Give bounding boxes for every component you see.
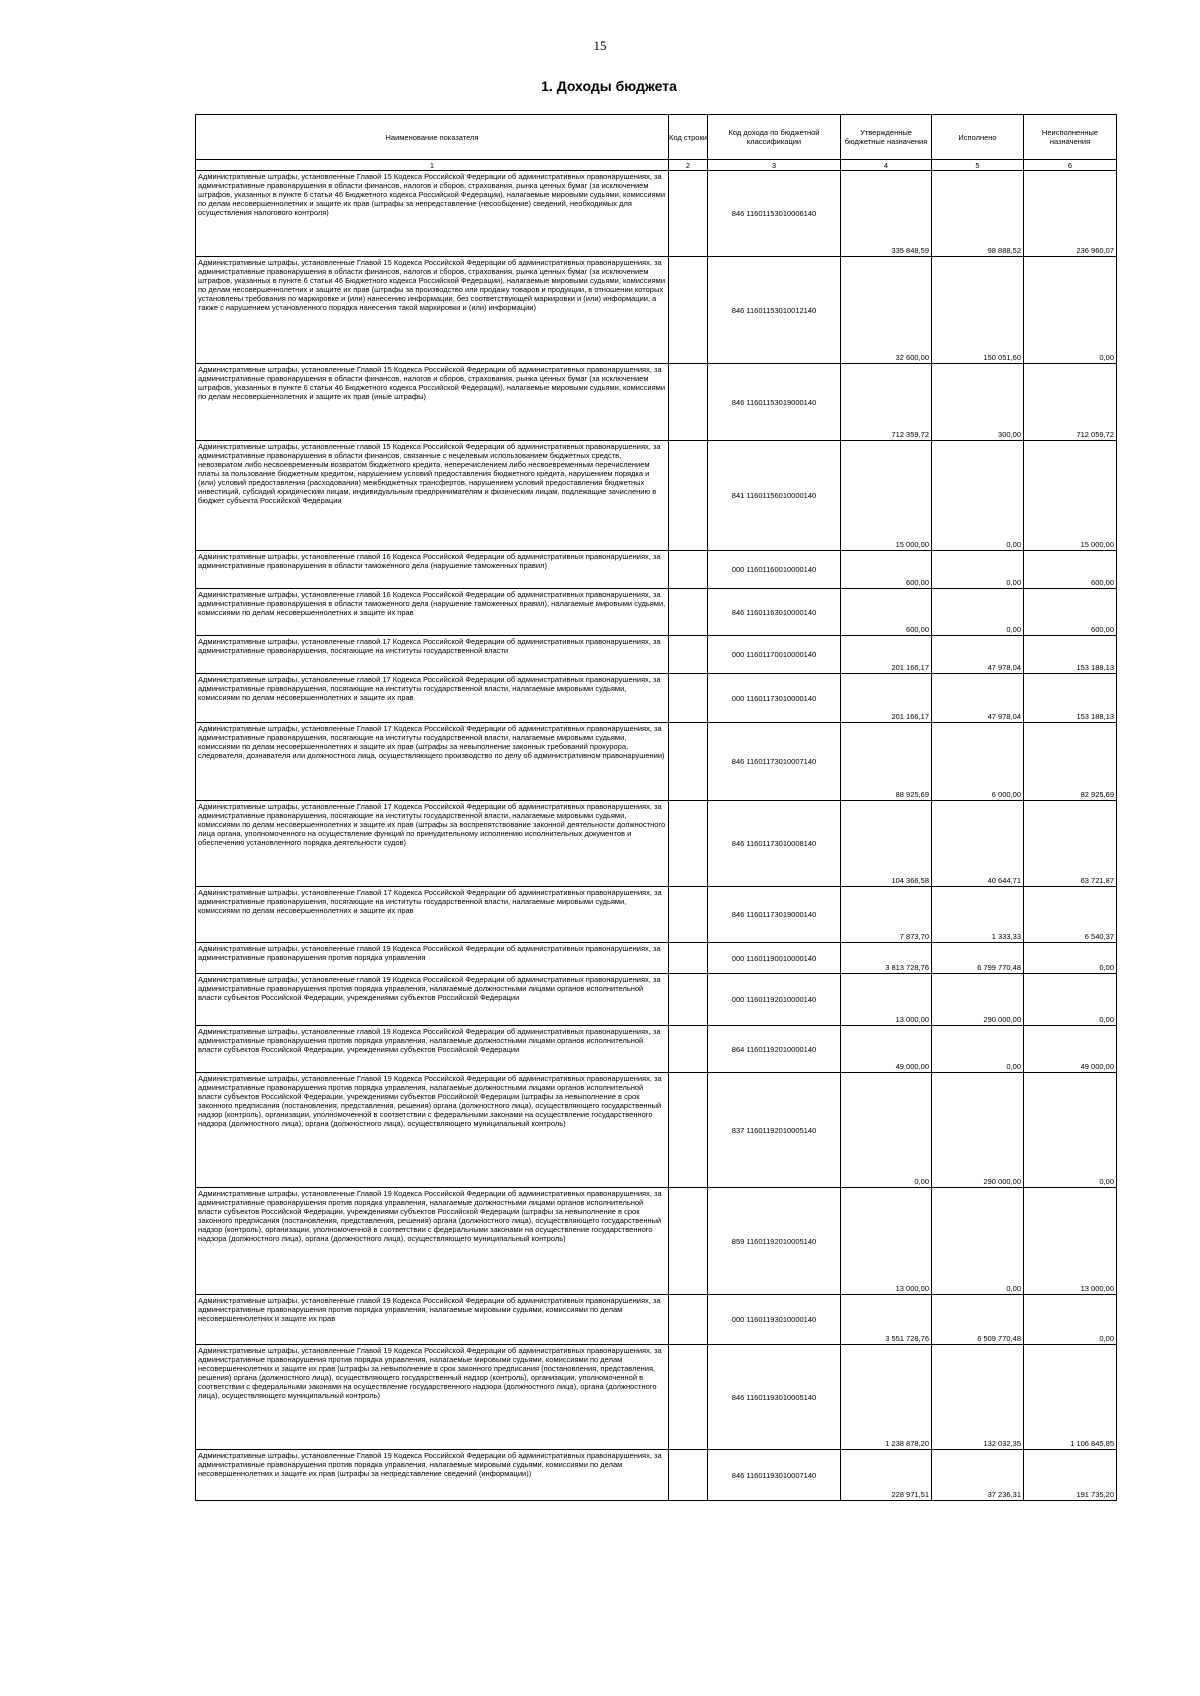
row-line-code — [669, 1073, 708, 1188]
table-row — [196, 1073, 1117, 1188]
row-line-code — [669, 723, 708, 801]
row-unexecuted: 13 000,00 — [1024, 1188, 1117, 1295]
header-executed: Исполнено — [932, 115, 1024, 160]
row-executed: 290 000,00 — [932, 974, 1024, 1026]
row-unexecuted: 153 188,13 — [1024, 636, 1117, 674]
header-line-code: Код строки — [669, 115, 708, 160]
table-row — [196, 257, 1117, 364]
row-executed: 0,00 — [932, 1188, 1024, 1295]
row-class-code: 000 11601173010000140 — [708, 674, 841, 723]
table-row — [196, 1450, 1117, 1501]
row-approved: 3 551 728,76 — [841, 1295, 932, 1345]
row-class-code: 846 11601193010007140 — [708, 1450, 841, 1501]
table-row — [196, 551, 1117, 589]
row-approved: 201 166,17 — [841, 636, 932, 674]
row-executed: 0,00 — [932, 551, 1024, 589]
row-name: Административные штрафы, установленные главой 16 Кодекса Российской Федерации об административных правонарушениях, за административные правонарушения в области таможенного дела (нарушение таможенных правил), налагаемые мировыми судьями, комиссиями по делам несовершеннолетних и защите их прав — [196, 589, 669, 636]
row-line-code — [669, 1295, 708, 1345]
row-class-code: 846 11601153019000140 — [708, 364, 841, 441]
table-row — [196, 1026, 1117, 1073]
row-executed: 150 051,60 — [932, 257, 1024, 364]
row-executed: 290 000,00 — [932, 1073, 1024, 1188]
row-name: Административные штрафы, установленные главой 19 Кодекса Российской Федерации об административных правонарушениях, за административные правонарушения против порядка управления, налагаемые должностными лицами органов исполнительной власти субъектов Российской Федерации, учреждениями субъектов Российской Федерации — [196, 1026, 669, 1073]
row-line-code — [669, 551, 708, 589]
row-unexecuted: 15 000,00 — [1024, 441, 1117, 551]
row-unexecuted: 712 059,72 — [1024, 364, 1117, 441]
row-name: Административные штрафы, установленные Главой 15 Кодекса Российской Федерации об административных правонарушениях, за административные правонарушения в области финансов, налогов и сборов, страхования, рынка ценных бумаг (за исключением штрафов, указанных в пункте 6 статьи 46 Бюджетного кодекса Российской Федерации), налагаемые мировыми судьями, комиссиями по делам несовершеннолетних и защите их прав (иные штрафы) — [196, 364, 669, 441]
row-unexecuted: 49 000,00 — [1024, 1026, 1117, 1073]
header-name: Наименование показателя — [196, 115, 669, 160]
row-unexecuted: 0,00 — [1024, 943, 1117, 974]
row-name: Административные штрафы, установленные Главой 15 Кодекса Российской Федерации об административных правонарушениях, за административные правонарушения в области финансов, налогов и сборов, страхования, рынка ценных бумаг (за исключением штрафов, указанных в пункте 6 статьи 46 Бюджетного кодекса Российской Федерации), налагаемые мировыми судьями, комиссиями по делам несовершеннолетних и защите их прав (штрафы за производство или продажу товаров и продукции, в отношении которых установлены требования по маркировке и (или) нанесению информации, без соответствующей маркировки и (или) информации, а также с нарушением установленного порядка нанесения такой маркировки и (или) информации) — [196, 257, 669, 364]
row-class-code: 000 11601190010000140 — [708, 943, 841, 974]
table-row — [196, 943, 1117, 974]
row-approved: 0,00 — [841, 1073, 932, 1188]
row-executed: 40 644,71 — [932, 801, 1024, 887]
column-number: 1 — [196, 160, 669, 171]
row-name: Административные штрафы, установленные Главой 15 Кодекса Российской Федерации об административных правонарушениях, за административные правонарушения в области финансов, налогов и сборов, страхования, рынка ценных бумаг (за исключением штрафов, указанных в пункте 6 статьи 46 Бюджетного кодекса Российской Федерации), налагаемые мировыми судьями, комиссиями по делам несовершеннолетних и защите их прав (штрафы за непредставление (несообщение) сведений, необходимых для осуществления налогового контроля) — [196, 171, 669, 257]
row-class-code: 000 11601160010000140 — [708, 551, 841, 589]
row-approved: 13 000,00 — [841, 1188, 932, 1295]
row-unexecuted: 191 735,20 — [1024, 1450, 1117, 1501]
row-approved: 600,00 — [841, 551, 932, 589]
row-name: Административные штрафы, установленные Главой 19 Кодекса Российской Федерации об административных правонарушениях, за административные правонарушения против порядка управления, налагаемые мировыми судьями, комиссиями по делам несовершеннолетних и защите их прав (штрафы за невыполнение в срок законного предписания (постановления, представления, решения) органа (должностного лица), осуществляющего государственный надзор (контроль), организации, уполномоченной в соответствии с федеральными законами на осуществление государственного надзора (должностного лица), органа (должностного лица), осуществляющего муниципальный контроль) — [196, 1345, 669, 1450]
row-class-code: 846 11601163010000140 — [708, 589, 841, 636]
row-approved: 15 000,00 — [841, 441, 932, 551]
table-row — [196, 636, 1117, 674]
row-unexecuted: 0,00 — [1024, 974, 1117, 1026]
row-executed: 6 799 770,48 — [932, 943, 1024, 974]
row-name: Административные штрафы, установленные главой 16 Кодекса Российской Федерации об административных правонарушениях, за административные правонарушения в области таможенного дела (нарушение таможенных правил) — [196, 551, 669, 589]
table-row — [196, 1295, 1117, 1345]
row-line-code — [669, 1026, 708, 1073]
table-row — [196, 171, 1117, 257]
row-name: Административные штрафы, установленные главой 17 Кодекса Российской Федерации об административных правонарушениях, за административные правонарушения, посягающие на институты государственной власти — [196, 636, 669, 674]
row-name: Административные штрафы, установленные главой 19 Кодекса Российской Федерации об административных правонарушениях, за административные правонарушения против порядка управления — [196, 943, 669, 974]
row-line-code — [669, 887, 708, 943]
row-approved: 13 000,00 — [841, 974, 932, 1026]
row-line-code — [669, 364, 708, 441]
row-name: Административные штрафы, установленные Главой 19 Кодекса Российской Федерации об административных правонарушениях, за административные правонарушения против порядка управления, налагаемые должностными лицами органов исполнительной власти субъектов Российской Федерации, учреждениями субъектов Российской Федерации (штрафы за невыполнение в срок законного предписания (постановления, представления, решения) органа (должностного лица), осуществляющего государственный надзор (контроль), организации, уполномоченной в соответствии с федеральными законами на осуществление государственного надзора (должностного лица), органа (должностного лица), осуществляющего муниципальный контроль) — [196, 1188, 669, 1295]
column-number: 6 — [1024, 160, 1117, 171]
row-line-code — [669, 589, 708, 636]
table-row — [196, 1188, 1117, 1295]
table-row — [196, 364, 1117, 441]
table-row — [196, 1345, 1117, 1450]
row-unexecuted: 0,00 — [1024, 257, 1117, 364]
row-unexecuted: 63 721,87 — [1024, 801, 1117, 887]
row-class-code: 000 11601193010000140 — [708, 1295, 841, 1345]
table-row — [196, 887, 1117, 943]
row-name: Административные штрафы, установленные Главой 19 Кодекса Российской Федерации об административных правонарушениях, за административные правонарушения против порядка управления, налагаемые должностными лицами органов исполнительной власти субъектов Российской Федерации, учреждениями субъектов Российской Федерации (штрафы за невыполнение в срок законного предписания (постановления, представления, решения) органа (должностного лица), осуществляющего государственный надзор (контроль), организации, уполномоченной в соответствии с федеральными законами на осуществление государственного надзора (должностного лица), органа (должностного лица), осуществляющего муниципальный контроль) — [196, 1073, 669, 1188]
row-unexecuted: 600,00 — [1024, 589, 1117, 636]
column-number: 3 — [708, 160, 841, 171]
row-approved: 104 366,58 — [841, 801, 932, 887]
row-class-code: 846 11601173010007140 — [708, 723, 841, 801]
row-line-code — [669, 674, 708, 723]
row-executed: 300,00 — [932, 364, 1024, 441]
row-unexecuted: 153 188,13 — [1024, 674, 1117, 723]
row-line-code — [669, 1188, 708, 1295]
row-approved: 335 848,59 — [841, 171, 932, 257]
row-executed: 47 978,04 — [932, 674, 1024, 723]
row-line-code — [669, 441, 708, 551]
row-class-code: 846 11601153010012140 — [708, 257, 841, 364]
row-approved: 600,00 — [841, 589, 932, 636]
table-row — [196, 974, 1117, 1026]
row-line-code — [669, 943, 708, 974]
row-class-code: 864 11601192010000140 — [708, 1026, 841, 1073]
row-unexecuted: 1 106 845,85 — [1024, 1345, 1117, 1450]
row-unexecuted: 0,00 — [1024, 1073, 1117, 1188]
row-class-code: 000 11601192010000140 — [708, 974, 841, 1026]
row-line-code — [669, 974, 708, 1026]
header-unexecuted: Неисполненные назначения — [1024, 115, 1117, 160]
row-class-code: 846 11601173010008140 — [708, 801, 841, 887]
table-row — [196, 801, 1117, 887]
row-approved: 3 813 728,76 — [841, 943, 932, 974]
row-line-code — [669, 801, 708, 887]
row-executed: 98 888,52 — [932, 171, 1024, 257]
row-name: Административные штрафы, установленные главой 17 Кодекса Российской Федерации об административных правонарушениях, за административные правонарушения, посягающие на институты государственной власти, налагаемые мировыми судьями, комиссиями по делам несовершеннолетних и защите их прав — [196, 674, 669, 723]
row-unexecuted: 0,00 — [1024, 1295, 1117, 1345]
income-table — [195, 114, 1117, 1501]
row-line-code — [669, 171, 708, 257]
row-class-code: 000 11601170010000140 — [708, 636, 841, 674]
row-name: Административные штрафы, установленные Главой 19 Кодекса Российской Федерации об административных правонарушениях, за административные правонарушения против порядка управления, налагаемые мировыми судьями, комиссиями по делам несовершеннолетних и защите их прав (штрафы за непредставление сведений (информации)) — [196, 1450, 669, 1501]
row-executed: 0,00 — [932, 441, 1024, 551]
row-class-code: 846 11601153010006140 — [708, 171, 841, 257]
row-approved: 228 971,51 — [841, 1450, 932, 1501]
row-name: Административные штрафы, установленные главой 19 Кодекса Российской Федерации об административных правонарушениях, за административные правонарушения против порядка управления, налагаемые мировыми судьями, комиссиями по делам несовершеннолетних и защите их прав — [196, 1295, 669, 1345]
row-executed: 0,00 — [932, 589, 1024, 636]
page-title: 1. Доходы бюджета — [541, 78, 677, 94]
row-class-code: 859 11601192010005140 — [708, 1188, 841, 1295]
row-executed: 0,00 — [932, 1026, 1024, 1073]
table-row — [196, 723, 1117, 801]
row-approved: 1 238 878,20 — [841, 1345, 932, 1450]
row-class-code: 846 11601193010005140 — [708, 1345, 841, 1450]
row-class-code: 846 11601173019000140 — [708, 887, 841, 943]
row-executed: 6 000,00 — [932, 723, 1024, 801]
row-line-code — [669, 257, 708, 364]
row-approved: 49 000,00 — [841, 1026, 932, 1073]
row-executed: 37 236,31 — [932, 1450, 1024, 1501]
row-unexecuted: 6 540,37 — [1024, 887, 1117, 943]
row-line-code — [669, 636, 708, 674]
row-executed: 6 509 770,48 — [932, 1295, 1024, 1345]
row-approved: 7 873,70 — [841, 887, 932, 943]
row-line-code — [669, 1450, 708, 1501]
page-number: 15 — [593, 38, 607, 53]
row-name: Административные штрафы, установленные главой 15 Кодекса Российской Федерации об административных правонарушениях, за административные правонарушения в области финансов, связанные с нецелевым использованием бюджетных средств, невозвратом либо несвоевременным возвратом бюджетного кредита, неперечислением либо несвоевременным перечислением платы за пользование бюджетным кредитом, нарушением условий предоставления бюджетного кредита, нарушением порядка и (или) условий предоставления (расходования) межбюджетных трансфертов, нарушением условий предоставления бюджетных инвестиций, субсидий юридическим лицам, индивидуальным предпринимателям и физическим лицам, подлежащие зачислению в бюджет субъекта Российской Федерации — [196, 441, 669, 551]
table-row — [196, 674, 1117, 723]
header-approved: Утвержденные бюджетные назначения — [841, 115, 932, 160]
column-number: 4 — [841, 160, 932, 171]
row-class-code: 837 11601192010005140 — [708, 1073, 841, 1188]
row-approved: 88 925,69 — [841, 723, 932, 801]
row-name: Административные штрафы, установленные Главой 17 Кодекса Российской Федерации об административных правонарушениях, за административные правонарушения, посягающие на институты государственной власти, налагаемые мировыми судьями, комиссиями по делам несовершеннолетних и защите их прав (штрафы за невыполнение законных требований прокурора, следователя, дознавателя или должностного лица, осуществляющего производство по делу об административном правонарушении) — [196, 723, 669, 801]
row-line-code — [669, 1345, 708, 1450]
row-unexecuted: 600,00 — [1024, 551, 1117, 589]
column-number: 2 — [669, 160, 708, 171]
row-approved: 32 600,00 — [841, 257, 932, 364]
row-approved: 201 166,17 — [841, 674, 932, 723]
row-executed: 47 978,04 — [932, 636, 1024, 674]
row-unexecuted: 236 960,07 — [1024, 171, 1117, 257]
row-name: Административные штрафы, установленные Главой 17 Кодекса Российской Федерации об административных правонарушениях, за административные правонарушения, посягающие на институты государственной власти, налагаемые мировыми судьями, комиссиями по делам несовершеннолетних и защите их прав (штрафы за воспрепятствование законной деятельности должностного лица органа, уполномоченного на осуществление функций по принудительному исполнению исполнительных документов и обеспечению установленного порядка деятельности судов) — [196, 801, 669, 887]
table-row — [196, 589, 1117, 636]
row-approved: 712 359,72 — [841, 364, 932, 441]
row-name: Административные штрафы, установленные Главой 17 Кодекса Российской Федерации об административных правонарушениях, за административные правонарушения, посягающие на институты государственной власти, налагаемые мировыми судьями, комиссиями по делам несовершеннолетних и защите их прав — [196, 887, 669, 943]
column-number: 5 — [932, 160, 1024, 171]
row-class-code: 841 11601156010000140 — [708, 441, 841, 551]
header-class-code: Код дохода по бюджетной классификации — [708, 115, 841, 160]
row-unexecuted: 82 925,69 — [1024, 723, 1117, 801]
row-executed: 1 333,33 — [932, 887, 1024, 943]
row-name: Административные штрафы, установленные главой 19 Кодекса Российской Федерации об административных правонарушениях, за административные правонарушения против порядка управления, налагаемые должностными лицами органов исполнительной власти субъектов Российской Федерации, учреждениями субъектов Российской Федерации — [196, 974, 669, 1026]
table-row — [196, 441, 1117, 551]
row-executed: 132 032,35 — [932, 1345, 1024, 1450]
